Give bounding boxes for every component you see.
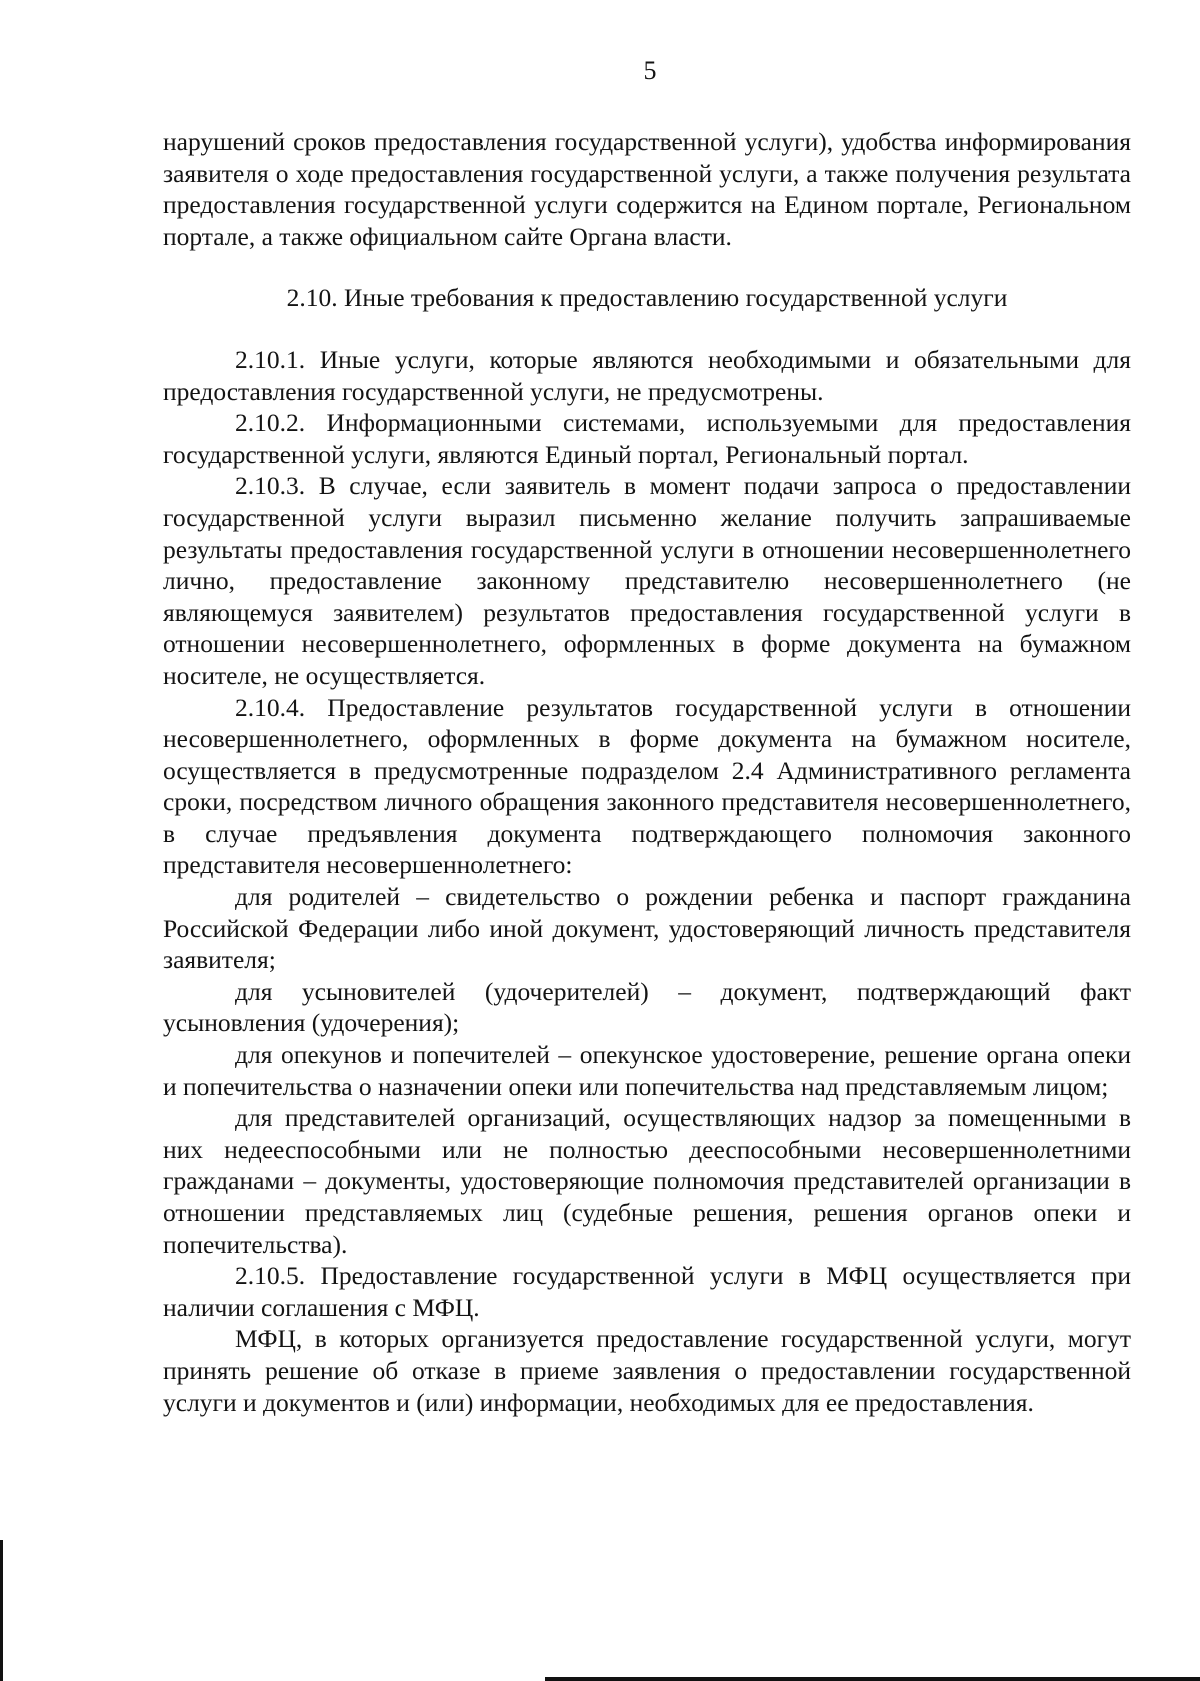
paragraph-2-10-5: 2.10.5. Предоставление государственной услуги в МФЦ осуществляется при наличии соглашения с МФЦ.: [163, 1261, 1131, 1322]
list-item-parents: для родителей – свидетельство о рождении ребенка и паспорт гражданина Российской Федерации либо иной документ, удостоверяющий личность представителя заявителя;: [163, 882, 1131, 975]
page-number: 5: [643, 56, 657, 85]
list-item-guardians: для опекунов и попечителей – опекунское удостоверение, решение органа опеки и попечительства о назначении опеки или попечительства над представляемым лицом;: [163, 1040, 1131, 1101]
paragraph-2-10-1: 2.10.1. Иные услуги, которые являются необходимыми и обязательными для предоставления государственной услуги, не предусмотрены.: [163, 344, 1131, 406]
section-heading: 2.10. Иные требования к предоставлению государственной услуги: [286, 283, 1008, 313]
intro-paragraph: нарушений сроков предоставления государственной услуги), удобства информирования заявителя о ходе предоставления государственной услуги, а также получения результата предоставления государственной услуги содержится на Едином портале, Региональном портале, а также официальном сайте Органа власти.: [163, 127, 1131, 251]
document-body: [163, 126, 1131, 1418]
scan-left-edge: [0, 1540, 3, 1681]
paragraph-2-10-4: 2.10.4. Предоставление результатов государственной услуги в отношении несовершеннолетнего, оформленных в форме документа на бумажном носителе, осуществляется в предусмотренные подразделом 2.4 Административного регламента сроки, посредством личного обращения законного представителя несовершеннолетнего, в случае предъявления документа подтверждающего полномочия законного представителя несовершеннолетнего:: [163, 692, 1131, 880]
paragraph-mfc: МФЦ, в которых организуется предоставление государственной услуги, могут принять решение об отказе в приеме заявления о предоставлении государственной услуги и документов и (или) информации, необходимых для ее предоставления.: [163, 1324, 1131, 1417]
list-item-adopters: для усыновителей (удочерителей) – документ, подтверждающий факт усыновления (удочерения);: [163, 976, 1131, 1038]
scan-bottom-edge: [545, 1677, 1200, 1681]
paragraph-2-10-3: 2.10.3. В случае, если заявитель в момент подачи запроса о предоставлении государственной услуги выразил письменно желание получить запрашиваемые результаты предоставления государственной услуги в отношении несовершеннолетнего лично, предоставление законному представителю несовершеннолетнего (не являющемуся заявителем) результатов предоставления государственной услуги в отношении несовершеннолетнего, оформленных в форме документа на бумажном носителе, не осуществляется.: [163, 471, 1131, 690]
list-item-organizations: для представителей организаций, осуществляющих надзор за помещенными в них недееспособными или не полностью дееспособными несовершеннолетними гражданами – документы, удостоверяющие полномочия представителей организации в отношении представляемых лиц (судебные решения, решения органов опеки и попечительства).: [163, 1103, 1131, 1259]
paragraph-2-10-2: 2.10.2. Информационными системами, используемыми для предоставления государственной услуги, являются Единый портал, Региональный портал.: [163, 408, 1131, 469]
